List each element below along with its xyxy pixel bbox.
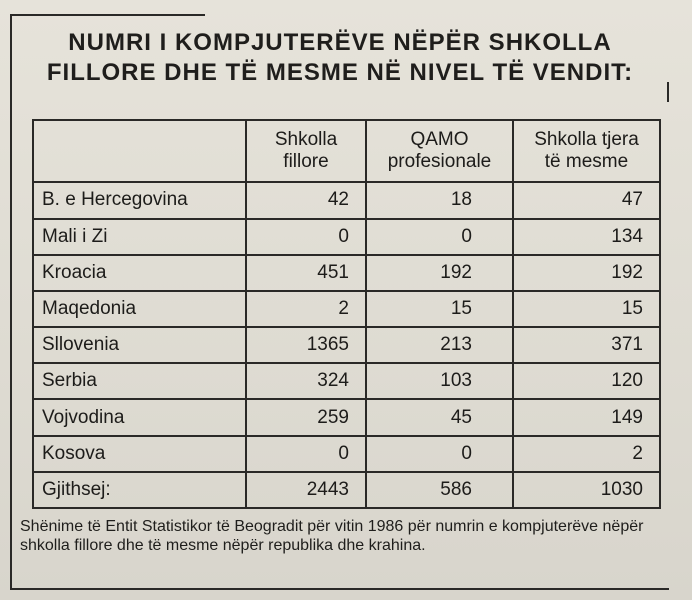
- row-name: Sllovenia: [33, 327, 246, 363]
- row-name: Kroacia: [33, 255, 246, 291]
- cell-qamo-profesionale: 0: [366, 436, 513, 472]
- cell-shkolla-fillore: 0: [246, 436, 366, 472]
- cell-qamo-profesionale: 213: [366, 327, 513, 363]
- frame-top-line: [10, 14, 205, 16]
- cell-shkolla-tjera: 2: [513, 436, 660, 472]
- row-name: Mali i Zi: [33, 219, 246, 255]
- cell-shkolla-tjera: 192: [513, 255, 660, 291]
- footnote: Shënime të Entit Statistikor të Beogradit për vitin 1986 për numrin e kompjuterëve nëpër shkolla fillore dhe të mesme nëpër republika dhe krahina.: [20, 518, 644, 554]
- cell-shkolla-tjera: 1030: [513, 472, 660, 508]
- cell-qamo-profesionale: 15: [366, 291, 513, 327]
- row-name: Maqedonia: [33, 291, 246, 327]
- table-row: [33, 219, 660, 255]
- cell-qamo-profesionale: 0: [366, 219, 513, 255]
- cell-qamo-profesionale: 586: [366, 472, 513, 508]
- row-name: Serbia: [33, 363, 246, 399]
- table-row: [33, 436, 660, 472]
- row-name: Kosova: [33, 436, 246, 472]
- cell-shkolla-tjera: 134: [513, 219, 660, 255]
- table-row: [33, 255, 660, 291]
- table-row: [33, 472, 660, 508]
- computers-table: [32, 119, 661, 509]
- cell-qamo-profesionale: 103: [366, 363, 513, 399]
- header-shkolla-fillore: Shkolla fillore: [246, 120, 366, 182]
- cell-qamo-profesionale: 45: [366, 399, 513, 435]
- cell-shkolla-fillore: 2: [246, 291, 366, 327]
- table-row: [33, 182, 660, 218]
- article-title: [20, 28, 660, 88]
- cell-shkolla-fillore: 42: [246, 182, 366, 218]
- row-name: B. e Hercegovina: [33, 182, 246, 218]
- table-row: [33, 363, 660, 399]
- cell-shkolla-fillore: 324: [246, 363, 366, 399]
- table-row: [33, 327, 660, 363]
- cell-shkolla-tjera: 15: [513, 291, 660, 327]
- header-qamo-profesionale: QAMO profesionale: [366, 120, 513, 182]
- cell-shkolla-fillore: 259: [246, 399, 366, 435]
- cell-qamo-profesionale: 192: [366, 255, 513, 291]
- header-shkolla-tjera: Shkolla tjera të mesme: [513, 120, 660, 182]
- cell-shkolla-tjera: 149: [513, 399, 660, 435]
- cell-shkolla-fillore: 2443: [246, 472, 366, 508]
- cell-shkolla-tjera: 47: [513, 182, 660, 218]
- table-header-row: [33, 120, 660, 182]
- cell-qamo-profesionale: 18: [366, 182, 513, 218]
- cell-shkolla-tjera: 371: [513, 327, 660, 363]
- cell-shkolla-fillore: 0: [246, 219, 366, 255]
- cell-shkolla-fillore: 1365: [246, 327, 366, 363]
- title-line-1: NUMRI I KOMPJUTERËVE NËPËR SHKOLLA: [68, 29, 612, 56]
- table-row: [33, 399, 660, 435]
- cell-shkolla-fillore: 451: [246, 255, 366, 291]
- table-row: [33, 291, 660, 327]
- frame-right-line: [667, 82, 669, 102]
- header-empty: [33, 120, 246, 182]
- title-line-2: FILLORE DHE TË MESME NË NIVEL TË VENDIT:: [46, 59, 634, 86]
- row-name: Gjithsej:: [33, 472, 246, 508]
- cell-shkolla-tjera: 120: [513, 363, 660, 399]
- row-name: Vojvodina: [33, 399, 246, 435]
